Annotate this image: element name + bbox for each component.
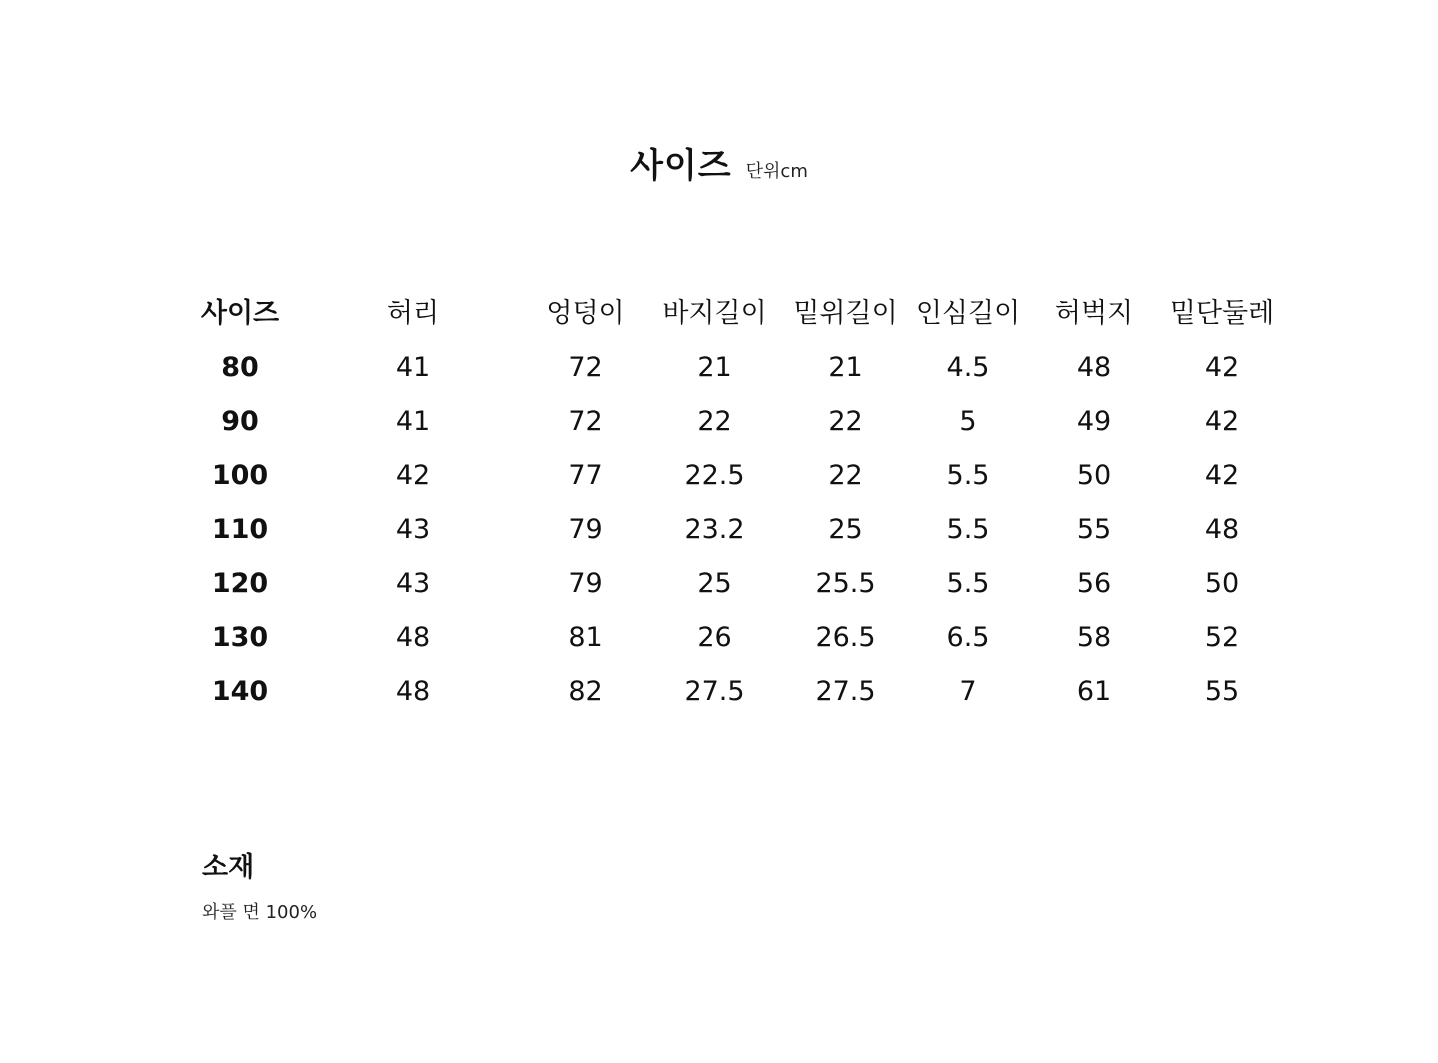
measure-cell: 5 — [959, 406, 977, 437]
table-header-cell: 밑단둘레 — [1169, 298, 1275, 329]
measure-cell: 42 — [395, 460, 431, 491]
measure-cell: 72 — [568, 352, 603, 383]
measure-cell: 52 — [1204, 622, 1240, 653]
measure-cell: 5.5 — [946, 514, 990, 545]
measure-cell: 48 — [1204, 514, 1240, 545]
material-text: 와플 면 100% — [202, 902, 318, 923]
table-row — [180, 395, 1285, 449]
measure-cell: 25 — [828, 514, 863, 545]
size-cell: 80 — [221, 352, 259, 383]
measure-cell: 72 — [568, 406, 603, 437]
measure-cell: 48 — [395, 622, 431, 653]
measure-cell: 4.5 — [946, 352, 990, 383]
measure-cell: 61 — [1076, 676, 1112, 707]
measure-cell: 6.5 — [946, 622, 990, 653]
table-body — [180, 341, 1285, 719]
measure-cell: 5.5 — [946, 568, 990, 599]
measure-cell: 22 — [828, 460, 863, 491]
size-cell: 140 — [211, 676, 269, 707]
measure-cell: 81 — [568, 622, 603, 653]
table-row — [180, 449, 1285, 503]
measure-cell: 43 — [395, 514, 431, 545]
measure-cell: 50 — [1076, 460, 1112, 491]
size-cell: 90 — [221, 406, 259, 437]
measure-cell: 42 — [1204, 406, 1240, 437]
table-row — [180, 341, 1285, 395]
measure-cell: 49 — [1076, 406, 1112, 437]
measure-cell: 55 — [1076, 514, 1112, 545]
measure-cell: 58 — [1076, 622, 1112, 653]
table-header-cell: 밑위길이 — [793, 298, 898, 329]
measure-cell: 41 — [395, 406, 431, 437]
table-row — [180, 611, 1285, 665]
measure-cell: 50 — [1204, 568, 1240, 599]
measure-cell: 21 — [828, 352, 863, 383]
material-title: 소재 — [202, 852, 255, 883]
measure-cell: 22 — [697, 406, 732, 437]
table-header-cell: 엉덩이 — [546, 298, 625, 329]
size-table — [180, 287, 1285, 719]
table-row — [180, 665, 1285, 719]
table-row — [180, 557, 1285, 611]
measure-cell: 26.5 — [815, 622, 876, 653]
title-wrap — [0, 138, 1438, 187]
measure-cell: 48 — [1076, 352, 1112, 383]
measure-cell: 82 — [568, 676, 603, 707]
header-size: 사이즈 — [200, 298, 280, 329]
table-row — [180, 503, 1285, 557]
measure-cell: 7 — [959, 676, 977, 707]
size-cell: 100 — [211, 460, 269, 491]
measure-cell: 55 — [1204, 676, 1240, 707]
measure-cell: 25.5 — [815, 568, 876, 599]
measure-cell: 25 — [697, 568, 732, 599]
measure-cell: 79 — [568, 514, 603, 545]
measure-cell: 22 — [828, 406, 863, 437]
size-cell: 130 — [211, 622, 269, 653]
page-title: 사이즈 — [630, 146, 732, 186]
measure-cell: 5.5 — [946, 460, 990, 491]
measure-cell: 79 — [568, 568, 603, 599]
material-section — [202, 845, 317, 924]
measure-cell: 27.5 — [684, 676, 745, 707]
measure-cell: 56 — [1076, 568, 1112, 599]
measure-cell: 42 — [1204, 352, 1240, 383]
table-header-cell: 인심길이 — [915, 298, 1021, 329]
size-cell: 120 — [211, 568, 269, 599]
measure-cell: 21 — [697, 352, 732, 383]
unit-label: 단위cm — [745, 161, 808, 182]
measure-cell: 42 — [1204, 460, 1240, 491]
measure-cell: 26 — [697, 622, 732, 653]
measure-cell: 43 — [395, 568, 431, 599]
measure-cell: 77 — [568, 460, 603, 491]
measure-cell: 23.2 — [684, 514, 745, 545]
measure-cell: 48 — [395, 676, 431, 707]
table-header-cell: 허리 — [386, 298, 440, 329]
table-header-cell: 바지길이 — [662, 298, 767, 329]
measure-cell: 41 — [395, 352, 431, 383]
measure-cell: 27.5 — [815, 676, 876, 707]
measure-cell: 22.5 — [684, 460, 745, 491]
table-header-row — [180, 287, 1285, 341]
size-cell: 110 — [211, 514, 269, 545]
table-header-cell: 허벅지 — [1054, 298, 1134, 329]
